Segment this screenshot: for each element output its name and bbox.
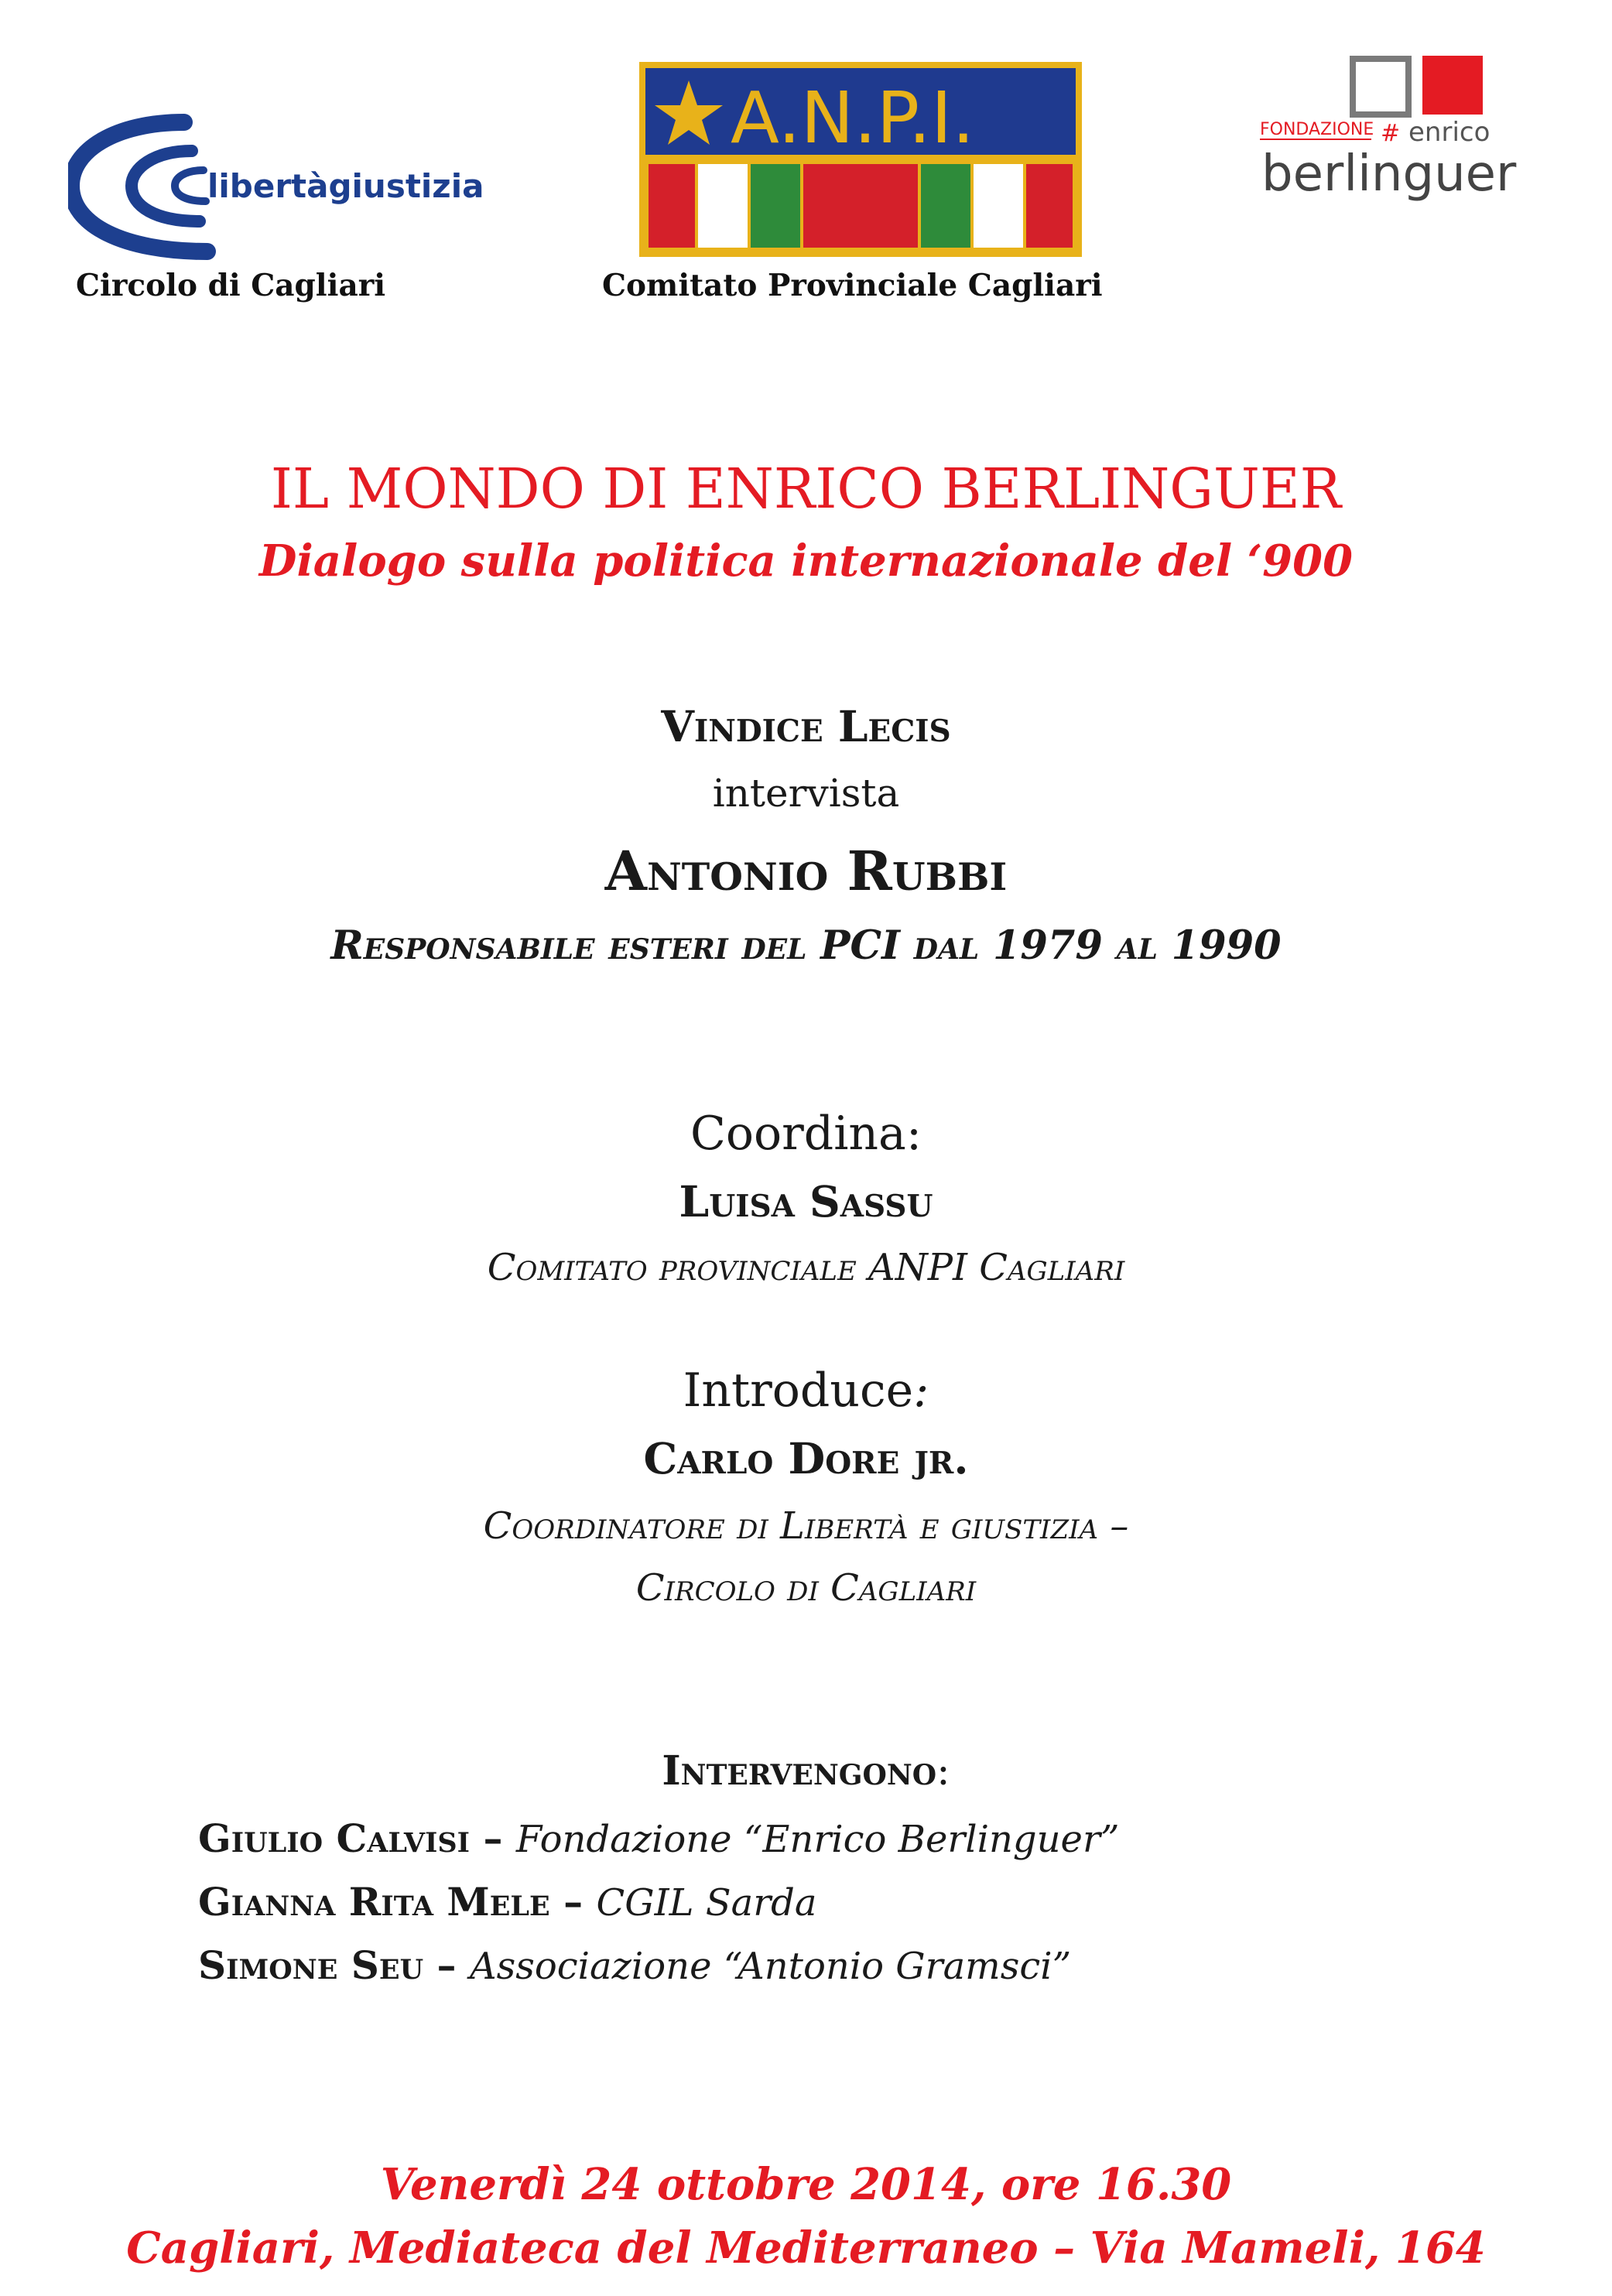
guest-name: Antonio Rubbi: [604, 839, 1008, 903]
speaker-name: Gianna Rita Mele: [198, 1879, 550, 1925]
speaker-name: Simone Seu: [198, 1942, 424, 1988]
fondazione-berlinguer-logo: [1257, 54, 1520, 224]
event-title: IL MONDO DI ENRICO BERLINGUER: [270, 457, 1342, 521]
speaker-item: [198, 1942, 1071, 1988]
speakers-heading-colon: :: [936, 1748, 950, 1795]
speaker-organization: Associazione “Antonio Gramsci”: [469, 1945, 1072, 1988]
italian-flag-stripes-icon: [645, 161, 1076, 251]
fondazione-first-name: enrico: [1408, 117, 1491, 148]
speaker-separator: –: [470, 1815, 516, 1861]
speaker-organization: Fondazione “Enrico Berlinguer”: [515, 1818, 1120, 1861]
introducer-role-line2: Circolo di Cagliari: [635, 1566, 977, 1610]
introducer-label-colon: :: [913, 1364, 929, 1418]
speaker-item: [198, 1879, 817, 1925]
introducer-role-line1: Coordinatore di Libertà e giustizia –: [483, 1504, 1129, 1548]
introducer-label: Introduce: [683, 1364, 914, 1418]
squares-mark-icon: [1353, 56, 1483, 115]
speakers-heading-line: [0, 1747, 1612, 1795]
libertagiustizia-logo: [68, 108, 501, 263]
fondazione-small-text: FONDAZIONE: [1260, 120, 1374, 139]
coordinator-label: Coordina:: [690, 1107, 922, 1161]
speakers-heading: Intervengono: [662, 1747, 937, 1795]
hash-icon: #: [1381, 120, 1401, 147]
coordinator-name: Luisa Sassu: [679, 1176, 933, 1227]
guest-role: Responsabile esteri del PCI dal 1979 al 1990: [330, 922, 1282, 969]
introducer-name: Carlo Dore jr.: [643, 1433, 969, 1483]
anpi-logo-text: A.N.P.I.: [731, 77, 975, 159]
speaker-separator: –: [423, 1942, 470, 1988]
anpi-logo: [639, 62, 1082, 257]
interview-verb: intervista: [712, 771, 900, 816]
event-subtitle: Dialogo sulla politica internazionale del ‘900: [258, 536, 1354, 587]
anpi-caption: Comitato Provinciale Cagliari: [602, 268, 1103, 303]
fondazione-last-name: berlinguer: [1261, 145, 1517, 203]
libertagiustizia-mark-icon: [68, 108, 501, 263]
speaker-item: [198, 1815, 1119, 1861]
speaker-name: Giulio Calvisi: [198, 1815, 471, 1861]
speaker-organization: CGIL Sarda: [596, 1881, 817, 1925]
event-venue: Cagliari, Mediateca del Mediterraneo – Via Mameli, 164: [126, 2222, 1486, 2274]
speaker-separator: –: [549, 1879, 597, 1925]
libertagiustizia-logo-text: libertàgiustizia: [207, 167, 484, 205]
coordinator-role: Comitato provinciale ANPI Cagliari: [487, 1246, 1125, 1289]
interviewer-name: Vindice Lecis: [661, 701, 951, 751]
event-datetime: Venerdì 24 ottobre 2014, ore 16.30: [380, 2159, 1232, 2210]
libertagiustizia-caption: Circolo di Cagliari: [76, 268, 386, 303]
introducer-label-line: [0, 1364, 1612, 1418]
